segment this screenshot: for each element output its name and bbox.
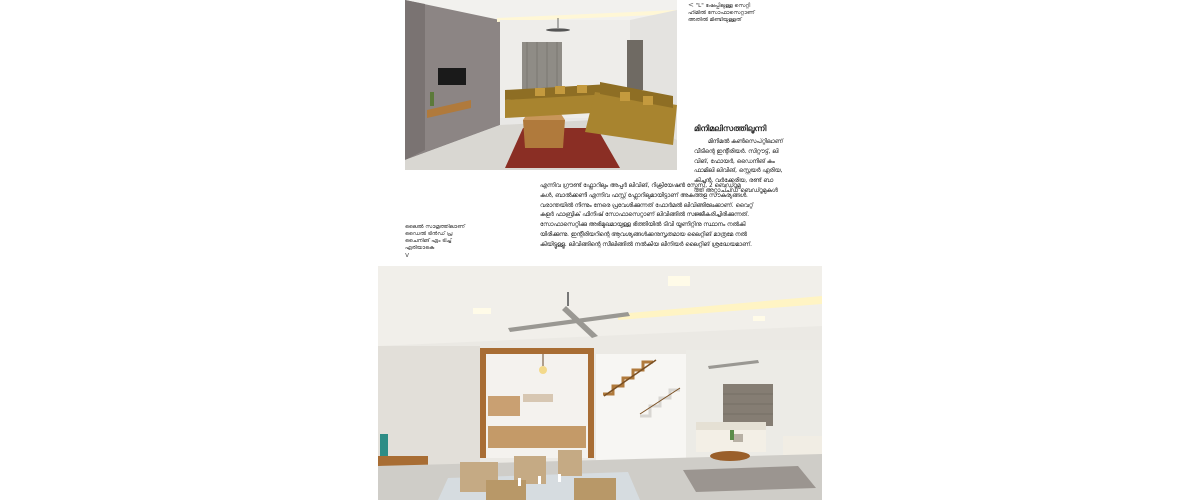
text-line: വരാന്തയിൽ നിന്നും നേരെ പ്രവേശിക്കുന്നത് ഫോർമൽ ലിവിങ്ങിലേക്കാണ്. വൈറ്റ് xyxy=(540,202,754,209)
text-line: മിനിമൽ കൺസെപ്റ്റിലാണ് xyxy=(708,139,783,145)
text-line: കിച്ചൻ, വർക്കേരിയ, രണ്ട് ബാ xyxy=(694,178,774,185)
caption-line: ചൈനിങ് ഏം ടിച്ച് xyxy=(405,238,452,244)
caption-line: ഹിമിൽ സോഫാസെറ്റാണ് xyxy=(688,10,755,16)
caption-arrow: < xyxy=(688,2,694,9)
text-line: സോഫാസെറ്റിക്കു അഭിമുഖമായുള്ള ഭിത്തിയിൽ ടിവി യൂണിറ്റിനു സ്ഥാനം നൽകി xyxy=(540,222,746,229)
photo-caption-left xyxy=(405,224,467,259)
text-line: കളർ ഫാബ്രിക് ഫിനിഷ് സോഫാസെറ്റാണ് ലിവിങ്ങിൽ സജ്ജീകരിച്ചിരിക്കുന്നത്. xyxy=(540,212,750,219)
caption-line: ഏരിയാകെ xyxy=(405,245,435,251)
text-line: ത്ത് അറ്റാച്ച്ഡ് ബെഡ്റൂമുകൾ xyxy=(694,187,778,194)
dining-area-photo xyxy=(378,266,822,500)
text-line: കിയിട്ടുള്ളൂ. ലിവിങ്ങിന്റെ സീലിങ്ങിൽ നൽകിയ ലീനിയർ ലൈറ്റിങ് ശ്രദ്ധേയമാണ്. xyxy=(540,241,752,248)
photo-caption-top xyxy=(688,2,768,24)
text-line: എന്നിവ ഗ്രൗണ്ട് ഫ്ലോറിലും അപ്പർ ലിവിങ്, റിക്രിയേഷൻ സ്പേസ്, 2 ബെഡ്റൂമു xyxy=(540,183,741,189)
text-line: യിരിക്കുന്നു. ഇന്റീരിയറിന്റെ ആവശ്യങ്ങൾക്കനുസൃതമായ ലൈറ്റിങ് മാത്രമേ നൽ xyxy=(540,231,747,238)
living-room-photo xyxy=(405,0,677,170)
text-line: കൾ, ബാൽക്കണി എന്നിവ ഫസ്റ്റ് ഫ്ലോറിലുമായിട്ടാണ് അകത്തള സൗകര്യങ്ങൾ. xyxy=(540,192,748,199)
caption-arrow: v xyxy=(405,252,410,259)
article-heading: മിനിമലിസത്തിലൂന്നി xyxy=(694,124,767,133)
caption-line: ലൈൽ സാമ്രത്തിലാണ് xyxy=(405,224,465,230)
text-line: വിങ്, ഫോയർ, ഡൈനിങ് കം xyxy=(694,158,775,165)
caption-line: ഡൈൽ ടിൻഡ് പ്ര xyxy=(405,231,453,237)
caption-line: "L" ഷേപ്പിലുള്ള സെറ്റി xyxy=(695,3,751,9)
article-body-wide xyxy=(540,182,790,251)
text-line: വീടിന്റെ ഇന്റീരിയർ. സിറ്റൗട്ട്, ലി xyxy=(694,148,779,155)
text-line: ഫാമിലി ലിവിങ്, സ്റ്റെയർ ഏരിയ, xyxy=(694,168,783,175)
caption-line: അതിൽ മിണ്ടിയുള്ളത് xyxy=(688,17,742,23)
